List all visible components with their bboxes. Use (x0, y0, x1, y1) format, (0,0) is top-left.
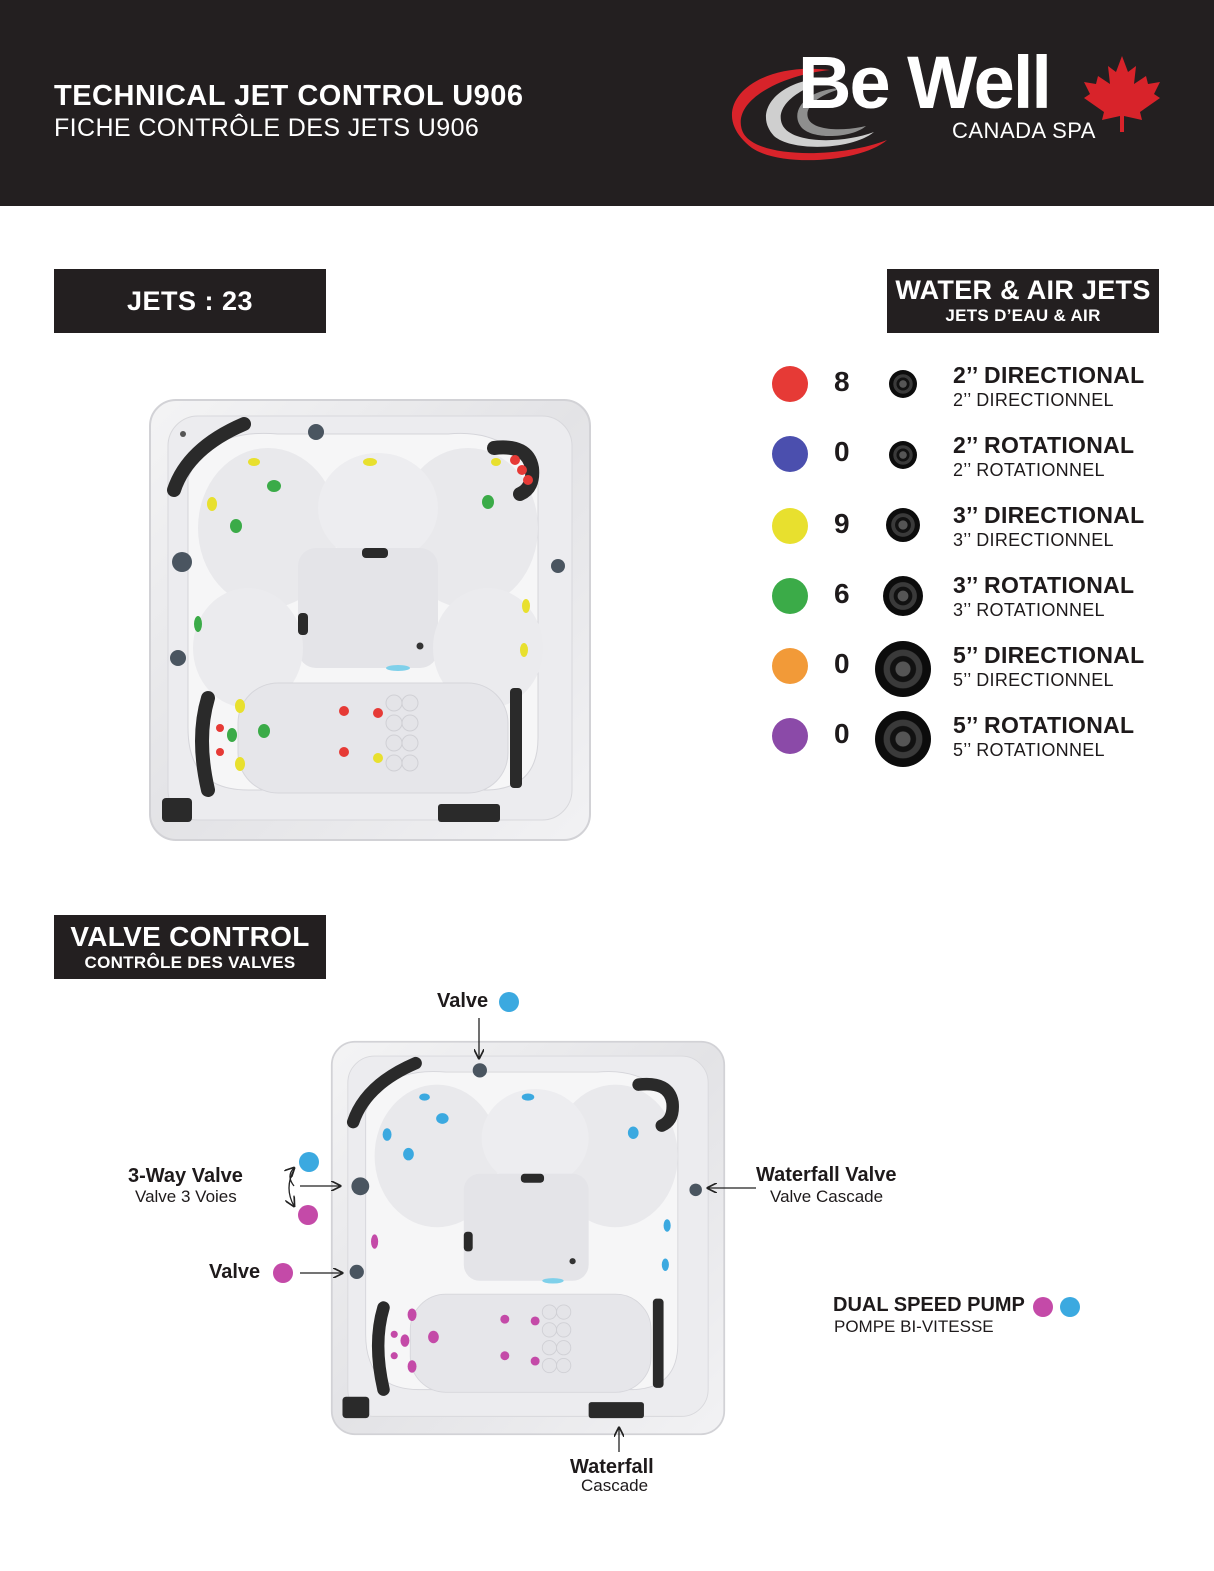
waterfall-label-fr: Cascade (581, 1476, 649, 1495)
blue-circuit-dot-icon (299, 1152, 319, 1172)
legend-name: 3’’ ROTATIONAL (953, 572, 1135, 598)
magenta-circuit-dot-icon (298, 1205, 318, 1225)
legend-name: 5’’ ROTATIONAL (953, 712, 1135, 738)
dual-speed-pump-label-fr: POMPE BI-VITESSE (834, 1317, 994, 1336)
legend-name: 5’’ DIRECTIONAL (953, 642, 1145, 668)
logo-tagline: CANADA SPA (952, 118, 1096, 143)
three-way-valve-label: 3-Way Valve (128, 1165, 243, 1187)
page-title: TECHNICAL JET CONTROL U906 (54, 80, 524, 112)
legend-count: 6 (834, 578, 850, 609)
waterfall-label: Waterfall (570, 1456, 654, 1478)
legend-name-fr: 5’’ DIRECTIONNEL (953, 670, 1114, 690)
legend-name: 3’’ DIRECTIONAL (953, 502, 1145, 528)
legend-count: 0 (834, 648, 850, 679)
logo-wordmark: Be Well (798, 41, 1050, 124)
page-subtitle: FICHE CONTRÔLE DES JETS U906 (54, 114, 480, 142)
dual-speed-pump-label: DUAL SPEED PUMP (833, 1294, 1025, 1316)
waterfall-valve-label-fr: Valve Cascade (770, 1187, 884, 1206)
legend-name: 2’’ DIRECTIONAL (953, 362, 1145, 388)
blue-circuit-dot-icon (1060, 1297, 1080, 1317)
waterfall-valve-label: Waterfall Valve (756, 1164, 897, 1186)
water-air-title: WATER & AIR JETS (895, 275, 1151, 305)
legend-name-fr: 3’’ ROTATIONNEL (953, 600, 1105, 620)
legend-name-fr: 2’’ ROTATIONNEL (953, 460, 1105, 480)
blue-circuit-dot-icon (499, 992, 519, 1012)
legend-name-fr: 5’’ ROTATIONNEL (953, 740, 1105, 760)
valve-control-title: VALVE CONTROL (70, 921, 310, 952)
legend-count: 8 (834, 366, 850, 397)
legend-name-fr: 3’’ DIRECTIONNEL (953, 530, 1114, 550)
jets-total-label: JETS : 23 (126, 285, 254, 316)
valve-control-subtitle: CONTRÔLE DES VALVES (84, 953, 296, 972)
legend-count: 0 (834, 718, 850, 749)
water-air-subtitle: JETS D’EAU & AIR (945, 306, 1101, 325)
left-valve-label: Valve (209, 1261, 261, 1283)
magenta-circuit-dot-icon (273, 1263, 293, 1283)
legend-name-fr: 2’’ DIRECTIONNEL (953, 390, 1114, 410)
legend-count: 0 (834, 436, 850, 467)
legend-name: 2’’ ROTATIONAL (953, 432, 1135, 458)
three-way-valve-label-fr: Valve 3 Voies (135, 1187, 237, 1206)
legend-count: 9 (834, 508, 850, 539)
magenta-circuit-dot-icon (1033, 1297, 1053, 1317)
top-valve-label: Valve (437, 990, 489, 1012)
